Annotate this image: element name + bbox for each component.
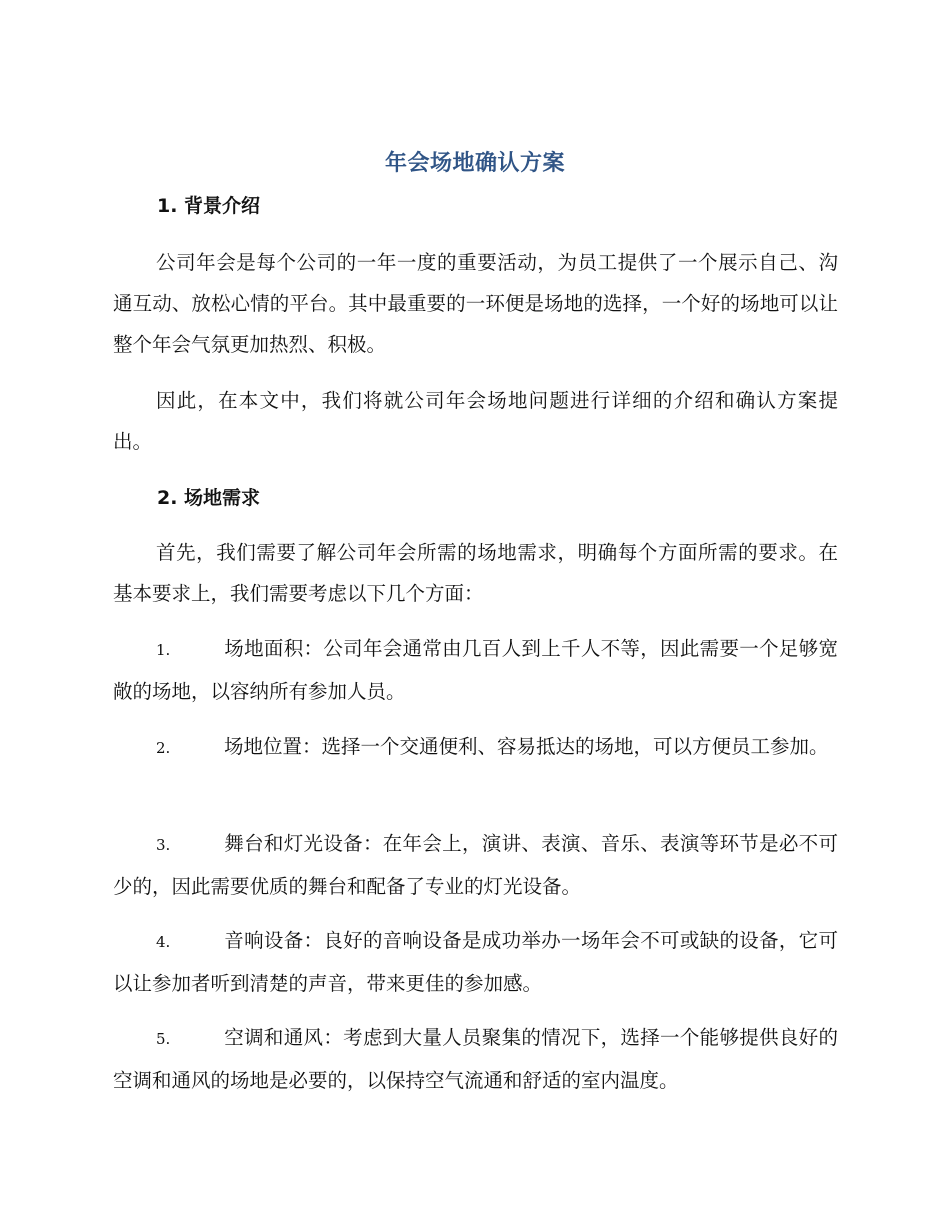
paragraph-requirements-intro: 首先，我们需要了解公司年会所需的场地需求，明确每个方面所需的要求。在基本要求上，我们需要考虑以下几个方面： [113,541,838,605]
list-item-text: 舞台和灯光设备：在年会上，演讲、表演、音乐、表演等环节是必不可少的，因此需要优质的舞台和配备了专业的灯光设备。 [113,832,838,898]
section-heading-background: 1. 背景介绍 [157,195,261,217]
list-item-number: 1. [156,641,171,659]
paragraph-background-2: 因此，在本文中，我们将就公司年会场地问题进行详细的介绍和确认方案提出。 [113,389,838,453]
list-item-number: 3. [156,836,171,854]
list-item-number: 4. [156,933,171,951]
list-item-number: 5. [156,1030,171,1048]
list-item [113,628,838,712]
list-item-text: 场地位置：选择一个交通便利、容易抵达的场地，可以方便员工参加。 [224,735,829,758]
list-item-text: 音响设备：良好的音响设备是成功举办一场年会不可或缺的设备，它可以让参加者听到清楚的声音，带来更佳的参加感。 [113,929,838,995]
document-title: 年会场地确认方案 [384,151,565,176]
section-heading-requirements: 2. 场地需求 [157,487,261,509]
paragraph-background-1: 公司年会是每个公司的一年一度的重要活动，为员工提供了一个展示自己、沟通互动、放松心情的平台。其中最重要的一环便是场地的选择，一个好的场地可以让整个年会气氛更加热烈、积极。 [113,251,838,356]
list-item [113,823,838,907]
list-item [113,920,838,1004]
list-item-text: 场地面积：公司年会通常由几百人到上千人不等，因此需要一个足够宽敞的场地，以容纳所有参加人员。 [113,637,838,703]
list-item [113,1017,838,1101]
list-item-number: 2. [156,739,171,757]
list-item-text: 空调和通风：考虑到大量人员聚集的情况下，选择一个能够提供良好的空调和通风的场地是必要的，以保持空气流通和舒适的室内温度。 [113,1026,838,1092]
list-item [113,726,838,769]
